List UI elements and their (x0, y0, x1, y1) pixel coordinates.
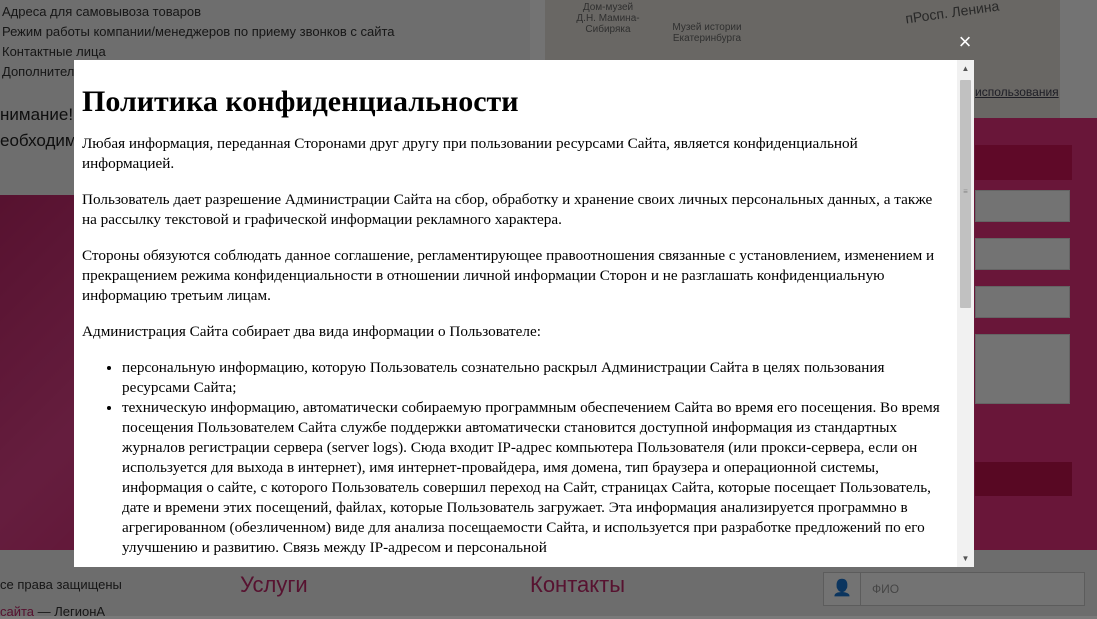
modal-title: Политика конфиденциальности (82, 85, 519, 118)
scroll-thumb[interactable] (960, 80, 971, 308)
policy-list-item: • персональную информацию, которую Пользователь сознательно раскрыл Администрации Сайта в целях пользования ресурсами Сайта; (122, 358, 942, 398)
scroll-down-arrow-icon[interactable]: ▼ (961, 554, 970, 563)
policy-paragraph: Любая информация, переданная Сторонами друг другу при пользовании ресурсами Сайта, является конфиденциальной информацией. (82, 135, 858, 172)
modal-content (82, 60, 942, 567)
grip-icon: ≡ (963, 187, 968, 196)
policy-list-item: • техническую информацию, автоматически собираемую программным обеспечением Сайта во время его посещения. Во время посещения Пользователем Сайта службе поддержки автоматически становится доступной информация из стандартных журналов регистрации сервера (server logs). Сюда входит IP-адрес компьютера Пользователя (или прокси-сервера, если он используется для выхода в интернет), имя интернет-провайдера, имя домена, тип браузера и операционной системы, информация о сайте, с которого Пользователь совершил переход на Сайт, страницах Сайта, которые посещает Пользователь, дате и времени этих посещений, файлах, которые Пользователь загружает. Эта информация анализируется программно в агрегированном (обезличенном) виде для анализа посещаемости Сайта, и используется при разработке предложений по его улучшению и развитию. Связь между IP-адресом и персональной (122, 398, 942, 558)
policy-list (82, 358, 942, 558)
policy-paragraph: Пользователь дает разрешение Администрации Сайта на сбор, обработку и хранение своих личных персональных данных, а также на рассылку текстовой и графической информации рекламного характера. (82, 191, 933, 228)
modal-scrollbar[interactable] (957, 60, 974, 567)
scroll-up-arrow-icon[interactable]: ▲ (961, 64, 970, 73)
policy-paragraph: Администрация Сайта собирает два вида информации о Пользователе: (82, 323, 541, 340)
close-modal-button[interactable]: × (958, 29, 972, 54)
policy-paragraph: Стороны обязуются соблюдать данное соглашение, регламентирующее правоотношения связанные с установлением, изменением и прекращением режима конфиденциальности в отношении личной информации Сторон и не разглашать конфиденциальную информацию третьим лицам. (82, 247, 935, 304)
privacy-policy-modal (74, 60, 974, 567)
